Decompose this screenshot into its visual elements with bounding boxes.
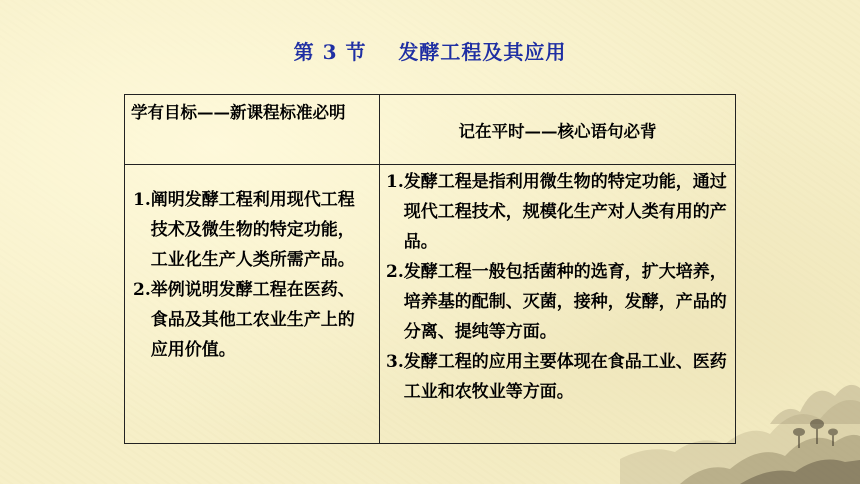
item-text: 举例说明发酵工程在医药、食品及其他工农业生产上的应用价值。 bbox=[150, 280, 355, 360]
header-key-sentences: 记在平时——核心语句必背 bbox=[380, 95, 735, 165]
objectives-table bbox=[124, 94, 736, 444]
list-item bbox=[386, 167, 729, 257]
list-item bbox=[133, 275, 371, 365]
list-item bbox=[386, 347, 729, 407]
slide-title: 第 3 节 发酵工程及其应用 bbox=[293, 40, 567, 64]
item-number: 1. bbox=[386, 172, 404, 192]
item-text: 发酵工程是指利用微生物的特定功能，通过现代工程技术，规模化生产对人类有用的产品。 bbox=[403, 172, 727, 252]
item-text: 阐明发酵工程利用现代工程技术及微生物的特定功能，工业化生产人类所需产品。 bbox=[150, 190, 355, 270]
item-number: 3. bbox=[386, 352, 404, 372]
item-number: 1. bbox=[133, 190, 151, 210]
key-sentences-list bbox=[380, 165, 735, 443]
header-learning-goals: 学有目标——新课程标准必明 bbox=[125, 95, 380, 165]
learning-goals-list bbox=[125, 165, 380, 443]
list-item bbox=[133, 185, 371, 275]
item-number: 2. bbox=[133, 280, 151, 300]
item-number: 2. bbox=[386, 262, 404, 282]
item-text: 发酵工程的应用主要体现在食品工业、医药工业和农牧业等方面。 bbox=[403, 352, 727, 402]
item-text: 发酵工程一般包括菌种的选育，扩大培养，培养基的配制、灭菌，接种，发酵，产品的分离、提纯等方面。 bbox=[403, 262, 727, 342]
list-item bbox=[386, 257, 729, 347]
